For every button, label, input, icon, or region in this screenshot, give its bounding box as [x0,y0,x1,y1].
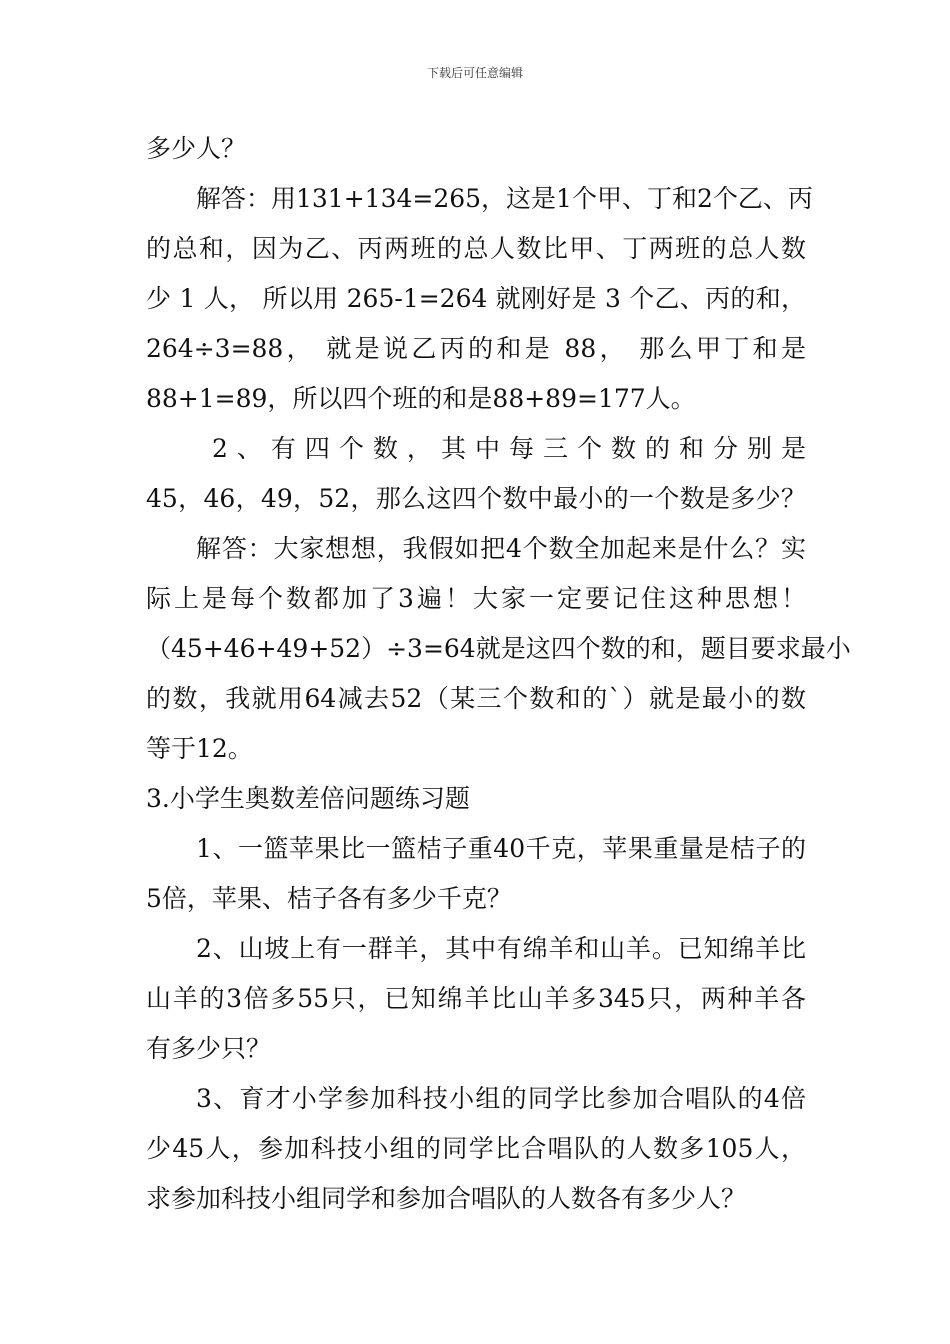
section-heading: 3.小学生奥数差倍问题练习题 [146,784,470,813]
text-line: 2、有四个数，其中每三个数的和分别是 [212,434,806,463]
text-line: 88+1=89，所以四个班的和是88+89=177人。 [146,384,696,413]
text-line: 少45人，参加科技小组的同学比合唱队的人数多105人， [146,1134,806,1163]
text-line: 际上是每个数都加了3遍！大家一定要记住这种思想！ [146,584,806,613]
text-line: 求参加科技小组同学和参加合唱队的人数各有多少人？ [146,1184,747,1213]
text-line: 的数，我就用64减去52（某三个数和的`）就是最小的数 [146,684,806,713]
text-line: 264÷3=88， 就是说乙丙的和是 88， 那么甲丁和是 [146,334,806,363]
text-line: 等于12。 [146,734,253,763]
text-line: 少 1 人， 所以用 265-1=264 就刚好是 3 个乙、丙的和， [146,284,806,313]
text-line: 山羊的3倍多55只，已知绵羊比山羊多345只，两种羊各 [146,984,806,1013]
text-line: 的总和，因为乙、丙两班的总人数比甲、丁两班的总人数 [146,234,806,263]
text-line: 2、山坡上有一群羊，其中有绵羊和山羊。已知绵羊比 [196,934,806,963]
text-line: 45，46，49，52，那么这四个数中最小的一个数是多少？ [146,484,806,513]
text-line: 1、一篮苹果比一篮桔子重40千克，苹果重量是桔子的 [196,834,806,863]
page-header: 下载后可任意编辑 [426,66,523,80]
text-line: 5倍，苹果、桔子各有多少千克？ [146,884,512,913]
text-line: 解答：大家想想，我假如把4个数全加起来是什么？实 [196,534,806,563]
text-line: 多少人？ [146,134,247,163]
text-line: 有多少只？ [146,1034,272,1063]
text-line: （45+46+49+52）÷3=64就是这四个数的和，题目要求最小 [146,634,851,663]
text-line: 3、育才小学参加科技小组的同学比参加合唱队的4倍 [196,1084,806,1113]
text-line: 解答：用131+134=265，这是1个甲、丁和2个乙、丙 [196,184,813,213]
